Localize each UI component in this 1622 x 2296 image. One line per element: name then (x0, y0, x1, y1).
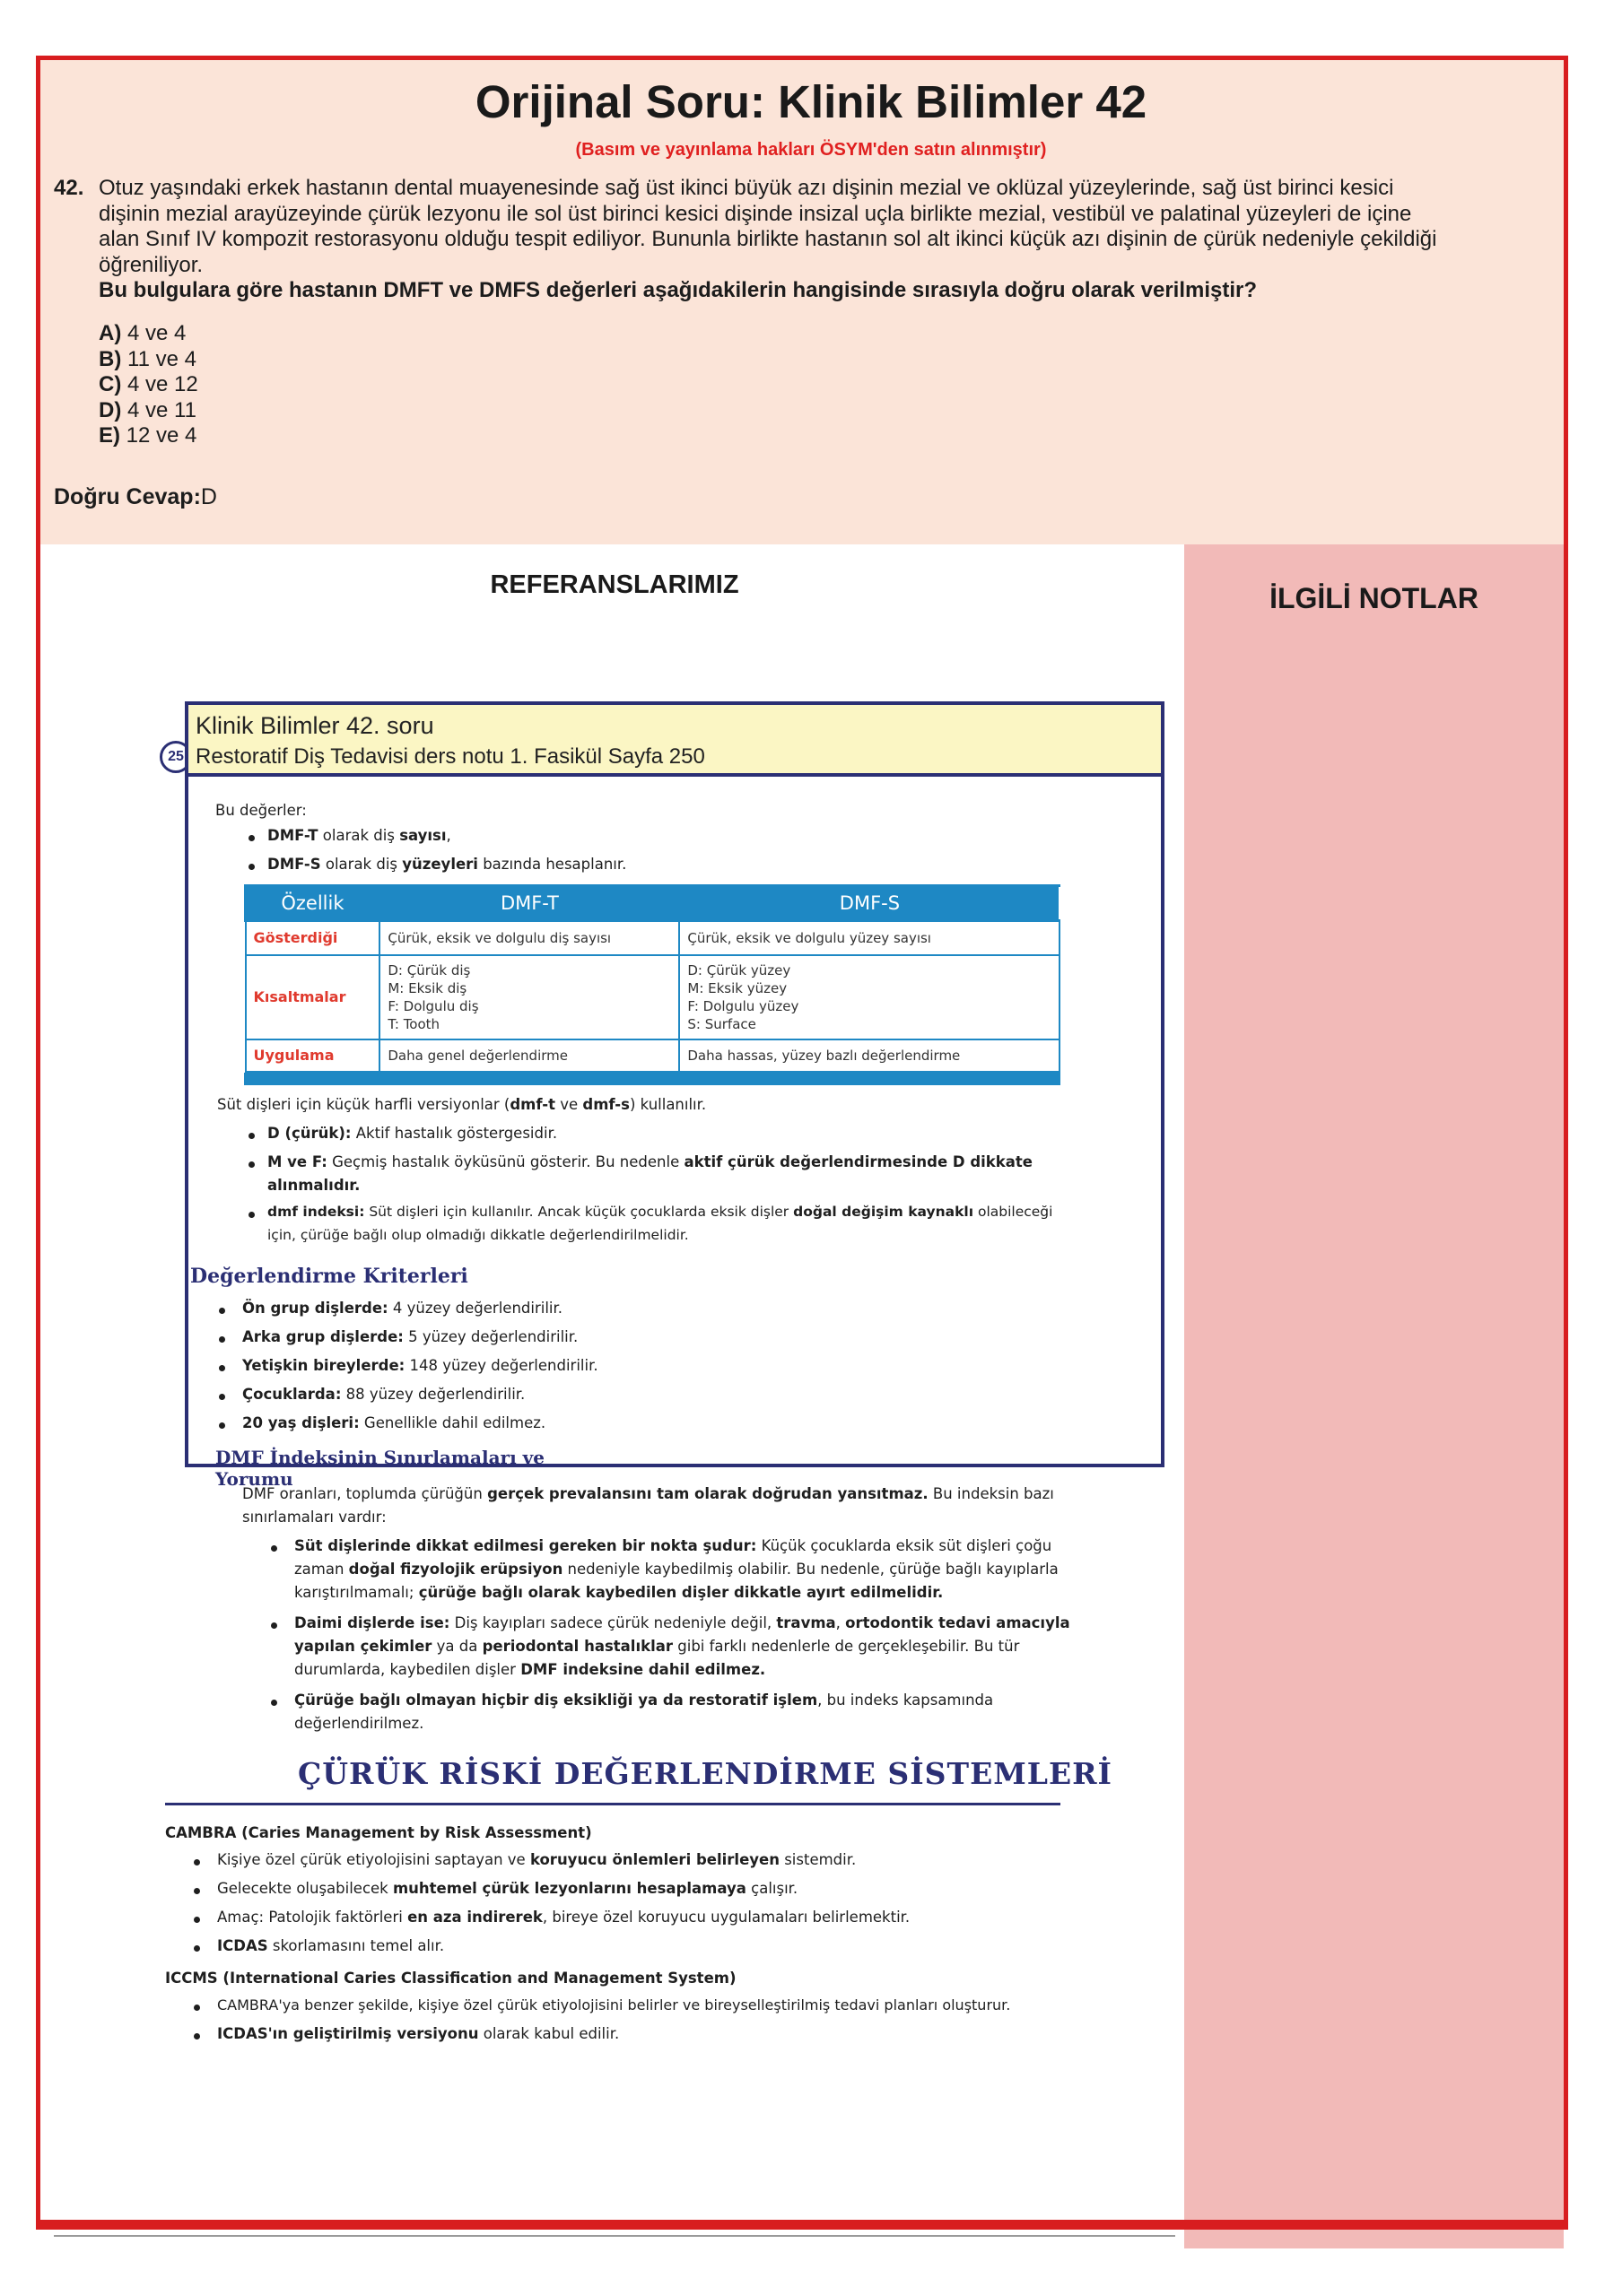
list-item: M ve F: Geçmiş hastalık öyküsünü gösterir. Bu nedenle aktif çürük değerlendirmesinde D dikkate (267, 1153, 1033, 1170)
table-cell: D: Çürük diş M: Eksik diş F: Dolgulu diş T: Tooth (379, 955, 679, 1039)
option-c: C) 4 ve 12 (99, 372, 198, 396)
list-item: 20 yaş dişleri: Genellikle dahil edilmez. (242, 1414, 546, 1431)
option-d: D) 4 ve 11 (99, 397, 196, 422)
dmf-comparison-table (244, 884, 1060, 1073)
table-header-row (246, 886, 1060, 921)
caries-risk-heading: ÇÜRÜK RİSKİ DEĞERLENDİRME SİSTEMLERİ (298, 1756, 1112, 1791)
list-item: Gelecekte oluşabilecek muhtemel çürük lezyonlarını hesaplamaya çalışır. (217, 1880, 798, 1897)
cambra-heading: CAMBRA (Caries Management by Risk Assessment) (165, 1824, 592, 1841)
list-item: Çocuklarda: 88 yüzey değerlendirilir. (242, 1386, 526, 1403)
reference-source: Restoratif Diş Tedavisi ders notu 1. Fasikül Sayfa 250 (196, 744, 705, 769)
question-block (54, 176, 1453, 304)
limits-heading: DMF İndeksinin Sınırlamaları ve Yorumu (215, 1447, 545, 1490)
page-number-badge: 25 (160, 741, 192, 773)
limits-paragraph: DMF oranları, toplumda çürüğün gerçek prevalansını tam olarak doğrudan yansıtmaz. Bu indeksin bazı (242, 1485, 1054, 1502)
table-header: DMF-T (379, 886, 679, 921)
reference-question-label: Klinik Bilimler 42. soru (196, 712, 434, 739)
list-item: Çürüğe bağlı olmayan hiçbir diş eksikliği ya da restoratif işlem, bu indeks kapsamında (294, 1692, 994, 1709)
correct-answer: Doğru Cevap:D (54, 484, 217, 509)
table-header: Özellik (246, 886, 380, 921)
list-item: Daimi dişlerde ise: Diş kayıpları sadece çürük nedeniyle değil, travma, ortodontik tedavi amacıyla (294, 1614, 1070, 1631)
page-title: Orijinal Soru: Klinik Bilimler 42 (475, 76, 1147, 127)
heading-underline (165, 1803, 1060, 1805)
list-item: D (çürük): Aktif hastalık göstergesidir. (267, 1125, 558, 1142)
references-title: REFERANSLARIMIZ (490, 570, 739, 599)
list-item: CAMBRA'ya benzer şekilde, kişiye özel çürük etiyolojisini belirler ve bireyselleştirilmiş tedavi planları oluşturur. (217, 1996, 1011, 2013)
list-item: Amaç: Patolojik faktörleri en aza indirerek, bireye özel koruyucu uygulamaları belirlemektir. (217, 1909, 911, 1926)
list-item: ICDAS'ın geliştirilmiş versiyonu olarak kabul edilir. (217, 2025, 620, 2042)
copyright-note: (Basım ve yayınlama hakları ÖSYM'den satın alınmıştır) (575, 140, 1047, 160)
table-row-label: Kısaltmalar (246, 955, 380, 1039)
iccms-heading: ICCMS (International Caries Classification and Management System) (165, 1970, 737, 1987)
question-stem: Otuz yaşındaki erkek hastanın dental muayenesinde sağ üst ikinci büyük azı dişinin mezial ve oklüzal yüzeylerinde, sağ üst birinci kesici dişinin mezial arayüzeyinde çürük lezyonu ile sol üst birinci kesici dişinde insizal uçla birlikte mezial, vestibül ve palatinal yüzeyleri de içine alan Sınıf IV kompozit restorasyonu olduğu tespit ediliyor. Bununla birlikte hastanın sol alt ikinci küçük azı dişinin de çürük nedeniyle çekildiği öğreniliyor. (99, 176, 1437, 277)
table-row (246, 921, 1060, 955)
list-item: DMF-T olarak diş sayısı, (267, 827, 451, 844)
reference-box-header (188, 705, 1161, 777)
question-number: 42. (54, 176, 84, 200)
table-row (246, 1039, 1060, 1072)
list-item: ICDAS skorlamasını temel alır. (217, 1937, 445, 1954)
table-cell: Çürük, eksik ve dolgulu yüzey sayısı (679, 921, 1060, 955)
table-cell: Daha hassas, yüzey bazlı değerlendirme (679, 1039, 1060, 1072)
table-footer-bar (244, 1073, 1060, 1085)
table-row-label: Uygulama (246, 1039, 380, 1072)
criteria-heading: Değerlendirme Kriterleri (190, 1265, 468, 1288)
table-row-label: Gösterdiği (246, 921, 380, 955)
list-item: Yetişkin bireylerde: 148 yüzey değerlendirilir. (242, 1357, 598, 1374)
doc-intro: Bu değerler: (215, 802, 307, 819)
footer-rule (54, 2235, 1175, 2237)
list-item: DMF-S olarak diş yüzeyleri bazında hesaplanır. (267, 856, 627, 873)
answer-options (99, 321, 198, 449)
question-prompt: Bu bulgulara göre hastanın DMFT ve DMFS değerleri aşağıdakilerin hangisinde sırasıyla doğru olarak verilmiştir? (99, 278, 1258, 302)
table-header: DMF-S (679, 886, 1060, 921)
list-item: Kişiye özel çürük etiyolojisini saptayan ve koruyucu önlemleri belirleyen sistemdir. (217, 1851, 857, 1868)
table-cell: D: Çürük yüzey M: Eksik yüzey F: Dolgulu yüzey S: Surface (679, 955, 1060, 1039)
list-item: dmf indeksi: Süt dişleri için kullanılır. Ancak küçük çocuklarda eksik dişler doğal değişim kaynaklı olabileceği (267, 1204, 1053, 1220)
list-item: Arka grup dişlerde: 5 yüzey değerlendirilir. (242, 1328, 579, 1345)
milk-teeth-note: Süt dişleri için küçük harfli versiyonlar (dmf-t ve dmf-s) kullanılır. (217, 1096, 707, 1113)
option-e: E) 12 ve 4 (99, 423, 197, 448)
notes-title: İLGİLİ NOTLAR (1269, 582, 1478, 614)
option-b: B) 11 ve 4 (99, 346, 196, 371)
bottom-border (36, 2222, 1568, 2230)
list-item: Ön grup dişlerde: 4 yüzey değerlendirilir. (242, 1300, 563, 1317)
list-item: Süt dişlerinde dikkat edilmesi gereken bir nokta şudur: Küçük çocuklarda eksik süt dişleri çoğu (294, 1537, 1052, 1554)
table-cell: Çürük, eksik ve dolgulu diş sayısı (379, 921, 679, 955)
table-row (246, 955, 1060, 1039)
option-a: A) 4 ve 4 (99, 321, 187, 345)
table-cell: Daha genel değerlendirme (379, 1039, 679, 1072)
